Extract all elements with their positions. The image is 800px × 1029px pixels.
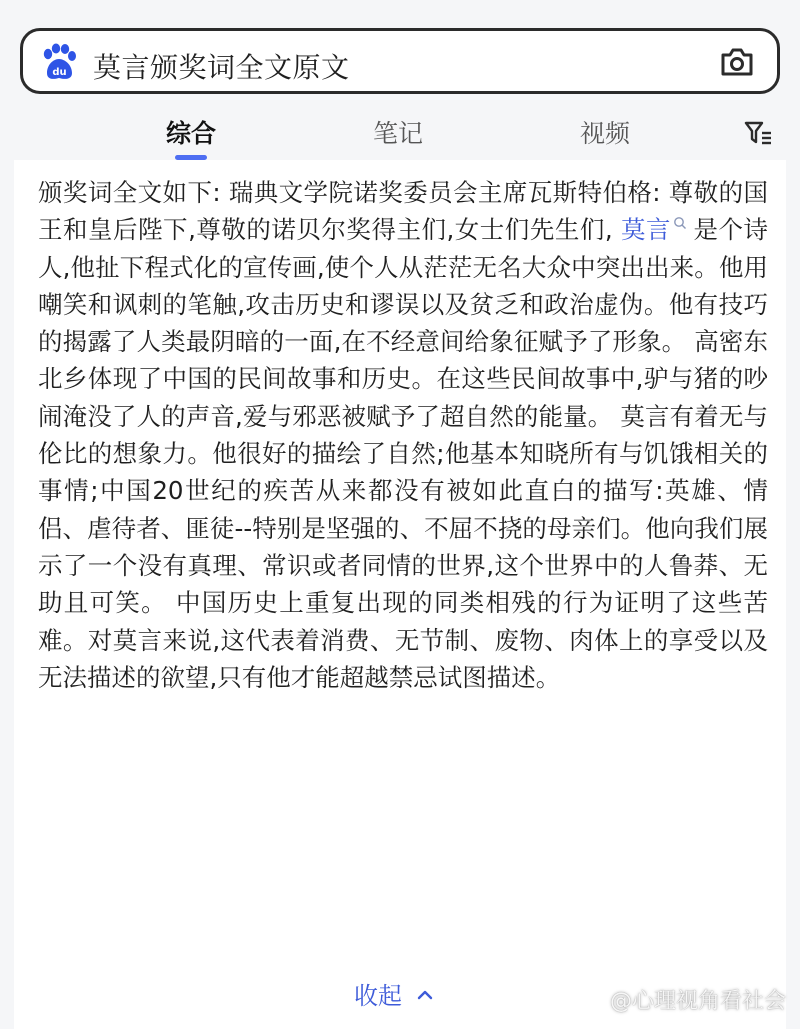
tab-videos[interactable]: 视频 [580,119,631,148]
answer-text [38,174,768,696]
collapse-button[interactable] [354,976,434,1011]
tab-bar [0,110,800,160]
tab-comprehensive[interactable]: 综合 [166,119,217,148]
small-search-icon [673,216,687,230]
chevron-up-icon [416,988,434,1000]
entity-link-mo-yan[interactable]: 莫言 [620,215,671,245]
collapse-label: 收起 [354,982,402,1010]
search-bar[interactable] [20,28,780,94]
filter-icon[interactable] [744,120,772,146]
watermark [584,984,786,1015]
answer-text-part1: 颁奖词全文如下: 瑞典文学院诺奖委员会主席瓦斯特伯格: 尊敬的国王和皇后陛下,尊敬的诺贝尔奖得主们,女士们先生们, [38,178,768,245]
watermark-text: @心理视角看社会 [609,989,786,1014]
svg-text:du: du [52,67,67,78]
answer-card [14,160,786,1029]
answer-text-part2: 是个诗人,他扯下程式化的宣传画,使个人从茫茫无名大众中突出出来。他用嘲笑和讽刺的笔触,攻击历史和谬误以及贫乏和政治虚伪。他有技巧的揭露了人类最阴暗的一面,在不经意间给象征赋予了形象。 高密东北乡体现了中国的民间故事和历史。在这些民间故事中,驴与猪的吵闹淹没了人的声音,爱与邪恶被赋予了超自然的能量。 莫言有着无与伦比的想象力。他很好的描绘了自然;他基本知晓所有与饥饿相关的事情;中国20世纪的疾苦从来都没有被如此直白的描写:英雄、情侣、虐待者、匪徒--特别是坚强的、不屈不挠的母亲们。他向我们展示了一个没有真理、常识或者同情的世界,这个世界中的人鲁莽、无助且可笑。 中国历史上重复出现的同类相残的行为证明了这些苦难。对莫言来说,这代表着消费、无节制、废物、肉体上的享受以及无法描述的欲望,只有他才能超越禁忌试图描述。 [38,215,769,692]
baidu-paw-icon [39,43,79,81]
search-input[interactable]: 莫言颁奖词全文原文 [93,51,350,84]
camera-icon[interactable] [719,45,755,79]
tab-notes[interactable]: 笔记 [373,119,424,148]
watermark-logo-icon [584,989,606,1011]
